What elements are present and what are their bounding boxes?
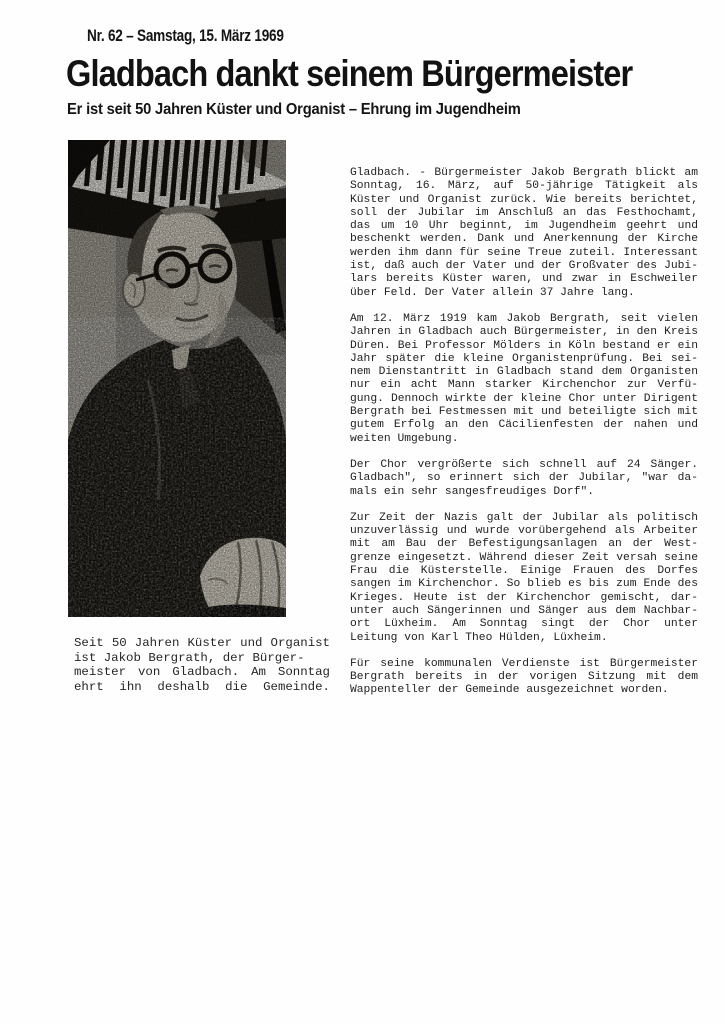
article-line: Bergrath bei Festmessen mit und beteiligte sich mit [350, 406, 698, 419]
article-line: Der Chor vergrößerte sich schnell auf 24 Sänger. [350, 458, 698, 471]
article-paragraph [350, 459, 698, 499]
article-line: Krieges. Heute ist der Kirchenchor gemischt, dar- [350, 591, 698, 604]
article-line: Am 12. März 1919 kam Jakob Bergrath, seit vielen [350, 312, 698, 325]
article-line: werden ihm dann für seine Treue zuteil. Interessant [350, 246, 698, 259]
article-line: gutem Erfolg an den Cäcilienfesten der nahen und [350, 419, 698, 432]
article-line: weiten Umgebung. [350, 432, 459, 445]
article-line: ist, daß auch der Vater und der Großvater des Jubi- [350, 260, 698, 273]
article-line: Für seine kommunalen Verdienste ist Bürgermeister [350, 657, 698, 670]
article-line: Bergrath bereits in der vorigen Sitzung mit dem [350, 671, 698, 684]
article-line: nur ein acht Mann starker Kirchenchor zur Verfü- [350, 379, 698, 392]
article-body [350, 167, 698, 698]
article-line: Zur Zeit der Nazis galt der Jubilar als politisch [350, 511, 698, 524]
dateline: Nr. 62 – Samstag, 15. März 1969 [87, 26, 284, 45]
article-line: Jahr später die kleine Organistenprüfung. Bei sei- [350, 352, 698, 365]
article-line: Frau die Küsterstelle. Einige Frauen des Dorfes [350, 565, 698, 578]
article-line: Gladbach", so erinnert sich der Jubilar, "war da- [350, 472, 698, 485]
caption-line: ist Jakob Bergrath, der Bürger- [74, 650, 305, 665]
article-paragraph [350, 512, 698, 645]
article-line: Jahren in Gladbach auch Bürgermeister, in den Kreis [350, 326, 698, 339]
article-paragraph [350, 313, 698, 446]
article-line: Leitung von Karl Theo Hülden, Lüxheim. [350, 631, 608, 644]
article-line: über Feld. Der Vater allein 37 Jahre lang. [350, 286, 635, 299]
article-line: Wappenteller der Gemeinde ausgezeichnet worden. [350, 684, 669, 697]
article-line: unter auch Sängerinnen und Sänger aus dem Nachbar- [350, 604, 698, 617]
article-paragraph [350, 167, 698, 300]
article-line: beschenkt werden. Dank und Anerkennung der Kirche [350, 233, 698, 246]
photo-caption [74, 636, 330, 694]
article-line: lars bereits Küster waren, und zwar in Eschweiler [350, 273, 698, 286]
article-line: sangen im Kirchenchor. So blieb es bis zum Ende des [350, 578, 698, 591]
article-line: nem Dienstantritt in Gladbach stand dem Organisten [350, 366, 698, 379]
article-line: mit am Bau der Befestigungsanlagen an der West- [350, 538, 698, 551]
article-line: Düren. Bei Professor Mölders in Köln bestand er ein [350, 339, 698, 352]
caption-line: meister von Gladbach. Am Sonntag [74, 665, 330, 679]
article-line: ort Lüxheim. Am Sonntag singt der Chor unter [350, 618, 698, 631]
article-line: gung. Dennoch wirkte der kleine Chor unter Dirigent [350, 392, 698, 405]
article-line: unzuverlässig und wurde vorübergehend als Arbeiter [350, 525, 698, 538]
headline: Gladbach dankt seinem Bürgermeister [66, 53, 633, 94]
article-line: mals ein sehr sangesfreudiges Dorf". [350, 485, 595, 498]
article-line: grenze eingesetzt. Während dieser Zeit versah seine [350, 551, 698, 564]
caption-line: Seit 50 Jahren Küster und Organist [74, 636, 330, 650]
caption-line: ehrt ihn deshalb die Gemeinde. [74, 679, 330, 694]
article-line: Gladbach. - Bürgermeister Jakob Bergrath blickt am [350, 167, 698, 179]
article-line: das um 10 Uhr beginnt, im Jugendheim geehrt und [350, 220, 698, 233]
article-line: Sonntag, 16. März, auf 50-jährige Tätigkeit als [350, 180, 698, 193]
portrait-photo [68, 140, 286, 617]
article-paragraph [350, 658, 698, 698]
article-line: soll der Jubilar im Anschluß an das Festhochamt, [350, 206, 698, 219]
article-line: Küster und Organist zurück. Wie bereits berichtet, [350, 193, 698, 206]
subheadline: Er ist seit 50 Jahren Küster und Organist – Ehrung im Jugendheim [67, 101, 521, 118]
